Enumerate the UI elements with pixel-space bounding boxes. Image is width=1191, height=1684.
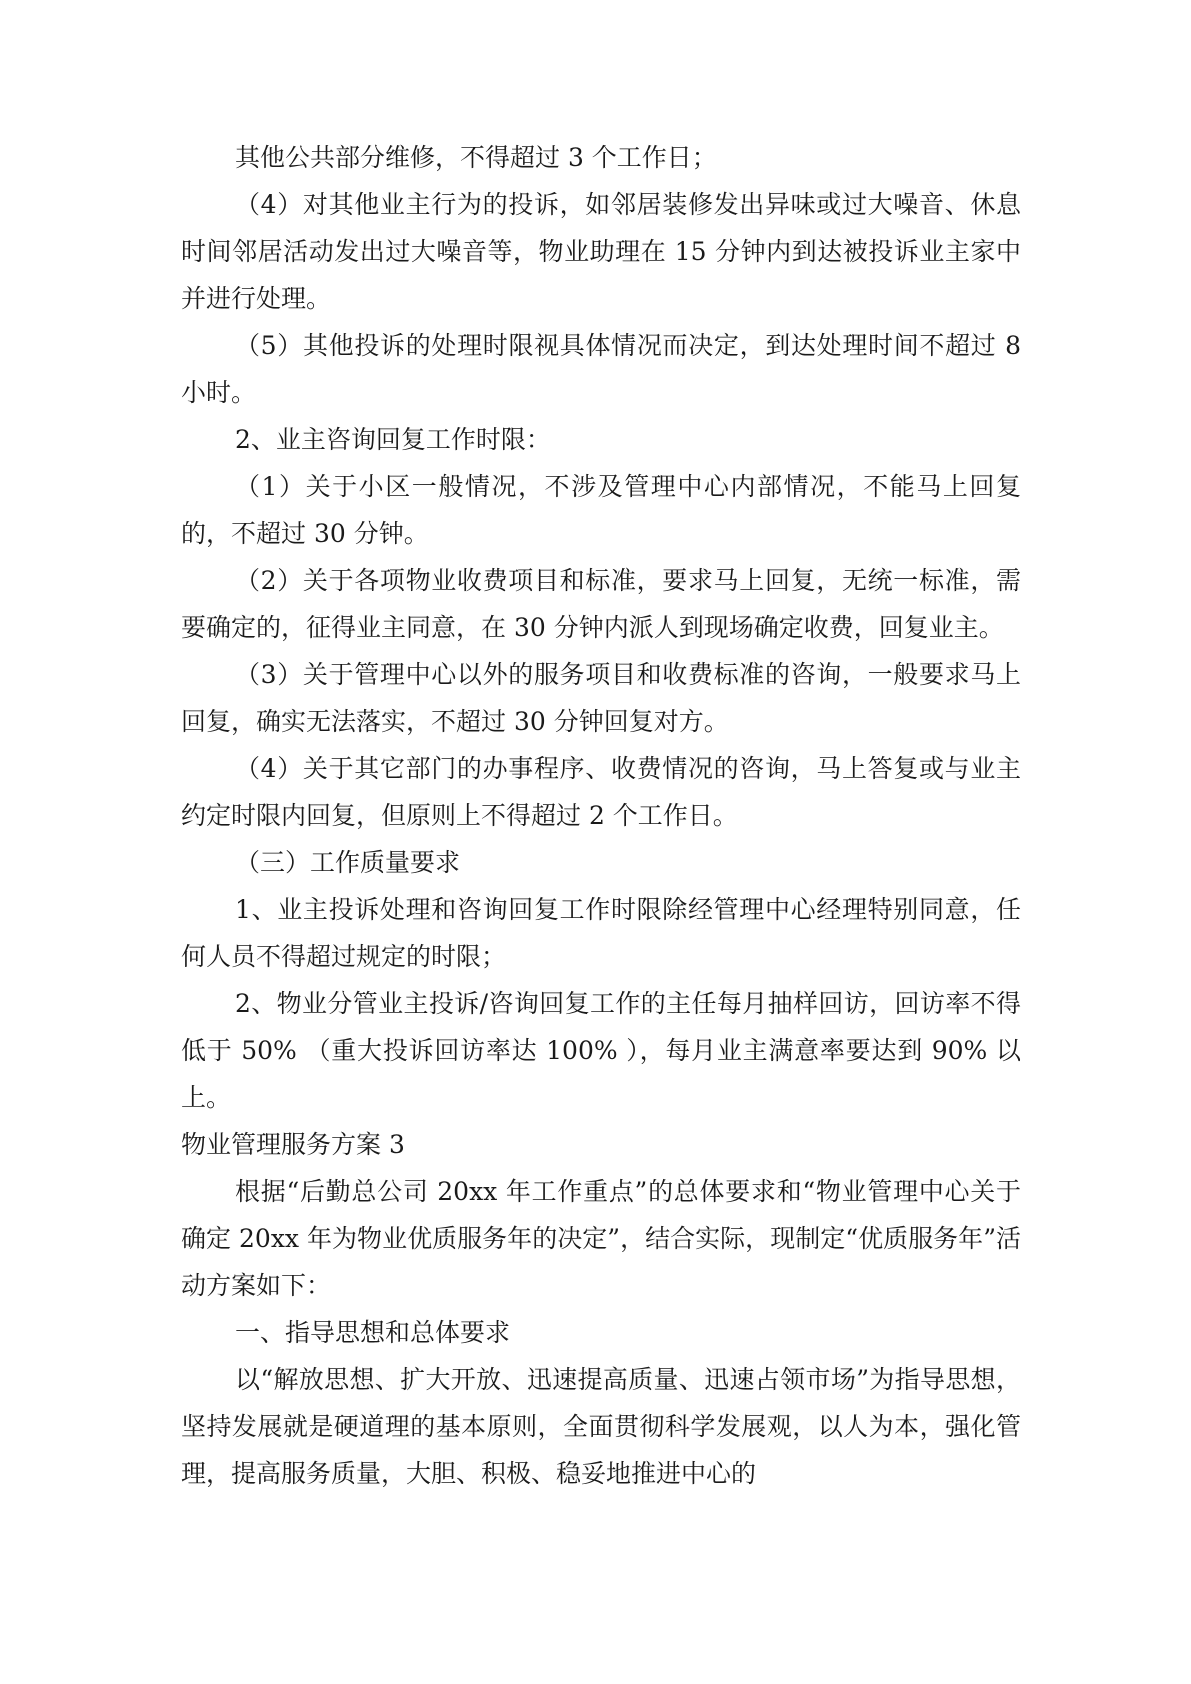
paragraph-plan-intro: 根据“后勤总公司 20xx 年工作重点”的总体要求和“物业管理中心关于确定 20xx 年为物业优质服务年的决定”，结合实际，现制定“优质服务年”活动方案如下： — [181, 1177, 1021, 1300]
paragraph-guiding-body: 以“解放思想、扩大开放、迅速提高质量、迅速占领市场”为指导思想，坚持发展就是硬道理的基本原则，全面贯彻科学发展观，以人为本，强化管理，提高服务质量，大胆、积极、稳妥地推进中心的 — [181, 1365, 1021, 1488]
paragraph-complaint-neighbor: （4）对其他业主行为的投诉，如邻居装修发出异味或过大噪音、休息时间邻居活动发出过大噪音等，物业助理在 15 分钟内到达被投诉业主家中并进行处理。 — [181, 190, 1021, 313]
paragraph-quality-heading: （三）工作质量要求 — [235, 848, 461, 877]
document-body — [181, 134, 1021, 1497]
paragraph-public-repair: 其他公共部分维修，不得超过 3 个工作日； — [235, 143, 717, 172]
paragraph-guiding-heading: 一、指导思想和总体要求 — [235, 1318, 511, 1347]
paragraph-consult-heading: 2、业主咨询回复工作时限： — [235, 425, 551, 454]
section-title-plan-3: 物业管理服务方案 3 — [181, 1130, 405, 1159]
paragraph-complaint-other: （5）其他投诉的处理时限视具体情况而决定，到达处理时间不超过 8 小时。 — [181, 331, 1021, 407]
paragraph-quality-1: 1、业主投诉处理和咨询回复工作时限除经管理中心经理特别同意，任何人员不得超过规定的时限； — [181, 895, 1021, 971]
paragraph-consult-1: （1）关于小区一般情况，不涉及管理中心内部情况，不能马上回复的，不超过 30 分钟。 — [181, 472, 1021, 548]
paragraph-consult-3: （3）关于管理中心以外的服务项目和收费标准的咨询，一般要求马上回复，确实无法落实，不超过 30 分钟回复对方。 — [181, 660, 1021, 736]
paragraph-consult-2: （2）关于各项物业收费项目和标准，要求马上回复，无统一标准，需要确定的，征得业主同意，在 30 分钟内派人到现场确定收费，回复业主。 — [181, 566, 1021, 642]
paragraph-consult-4: （4）关于其它部门的办事程序、收费情况的咨询，马上答复或与业主约定时限内回复，但原则上不得超过 2 个工作日。 — [181, 754, 1021, 830]
paragraph-quality-2: 2、物业分管业主投诉/咨询回复工作的主任每月抽样回访，回访率不得低于 50% （重大投诉回访率达 100% ），每月业主满意率要达到 90% 以上。 — [181, 989, 1021, 1112]
